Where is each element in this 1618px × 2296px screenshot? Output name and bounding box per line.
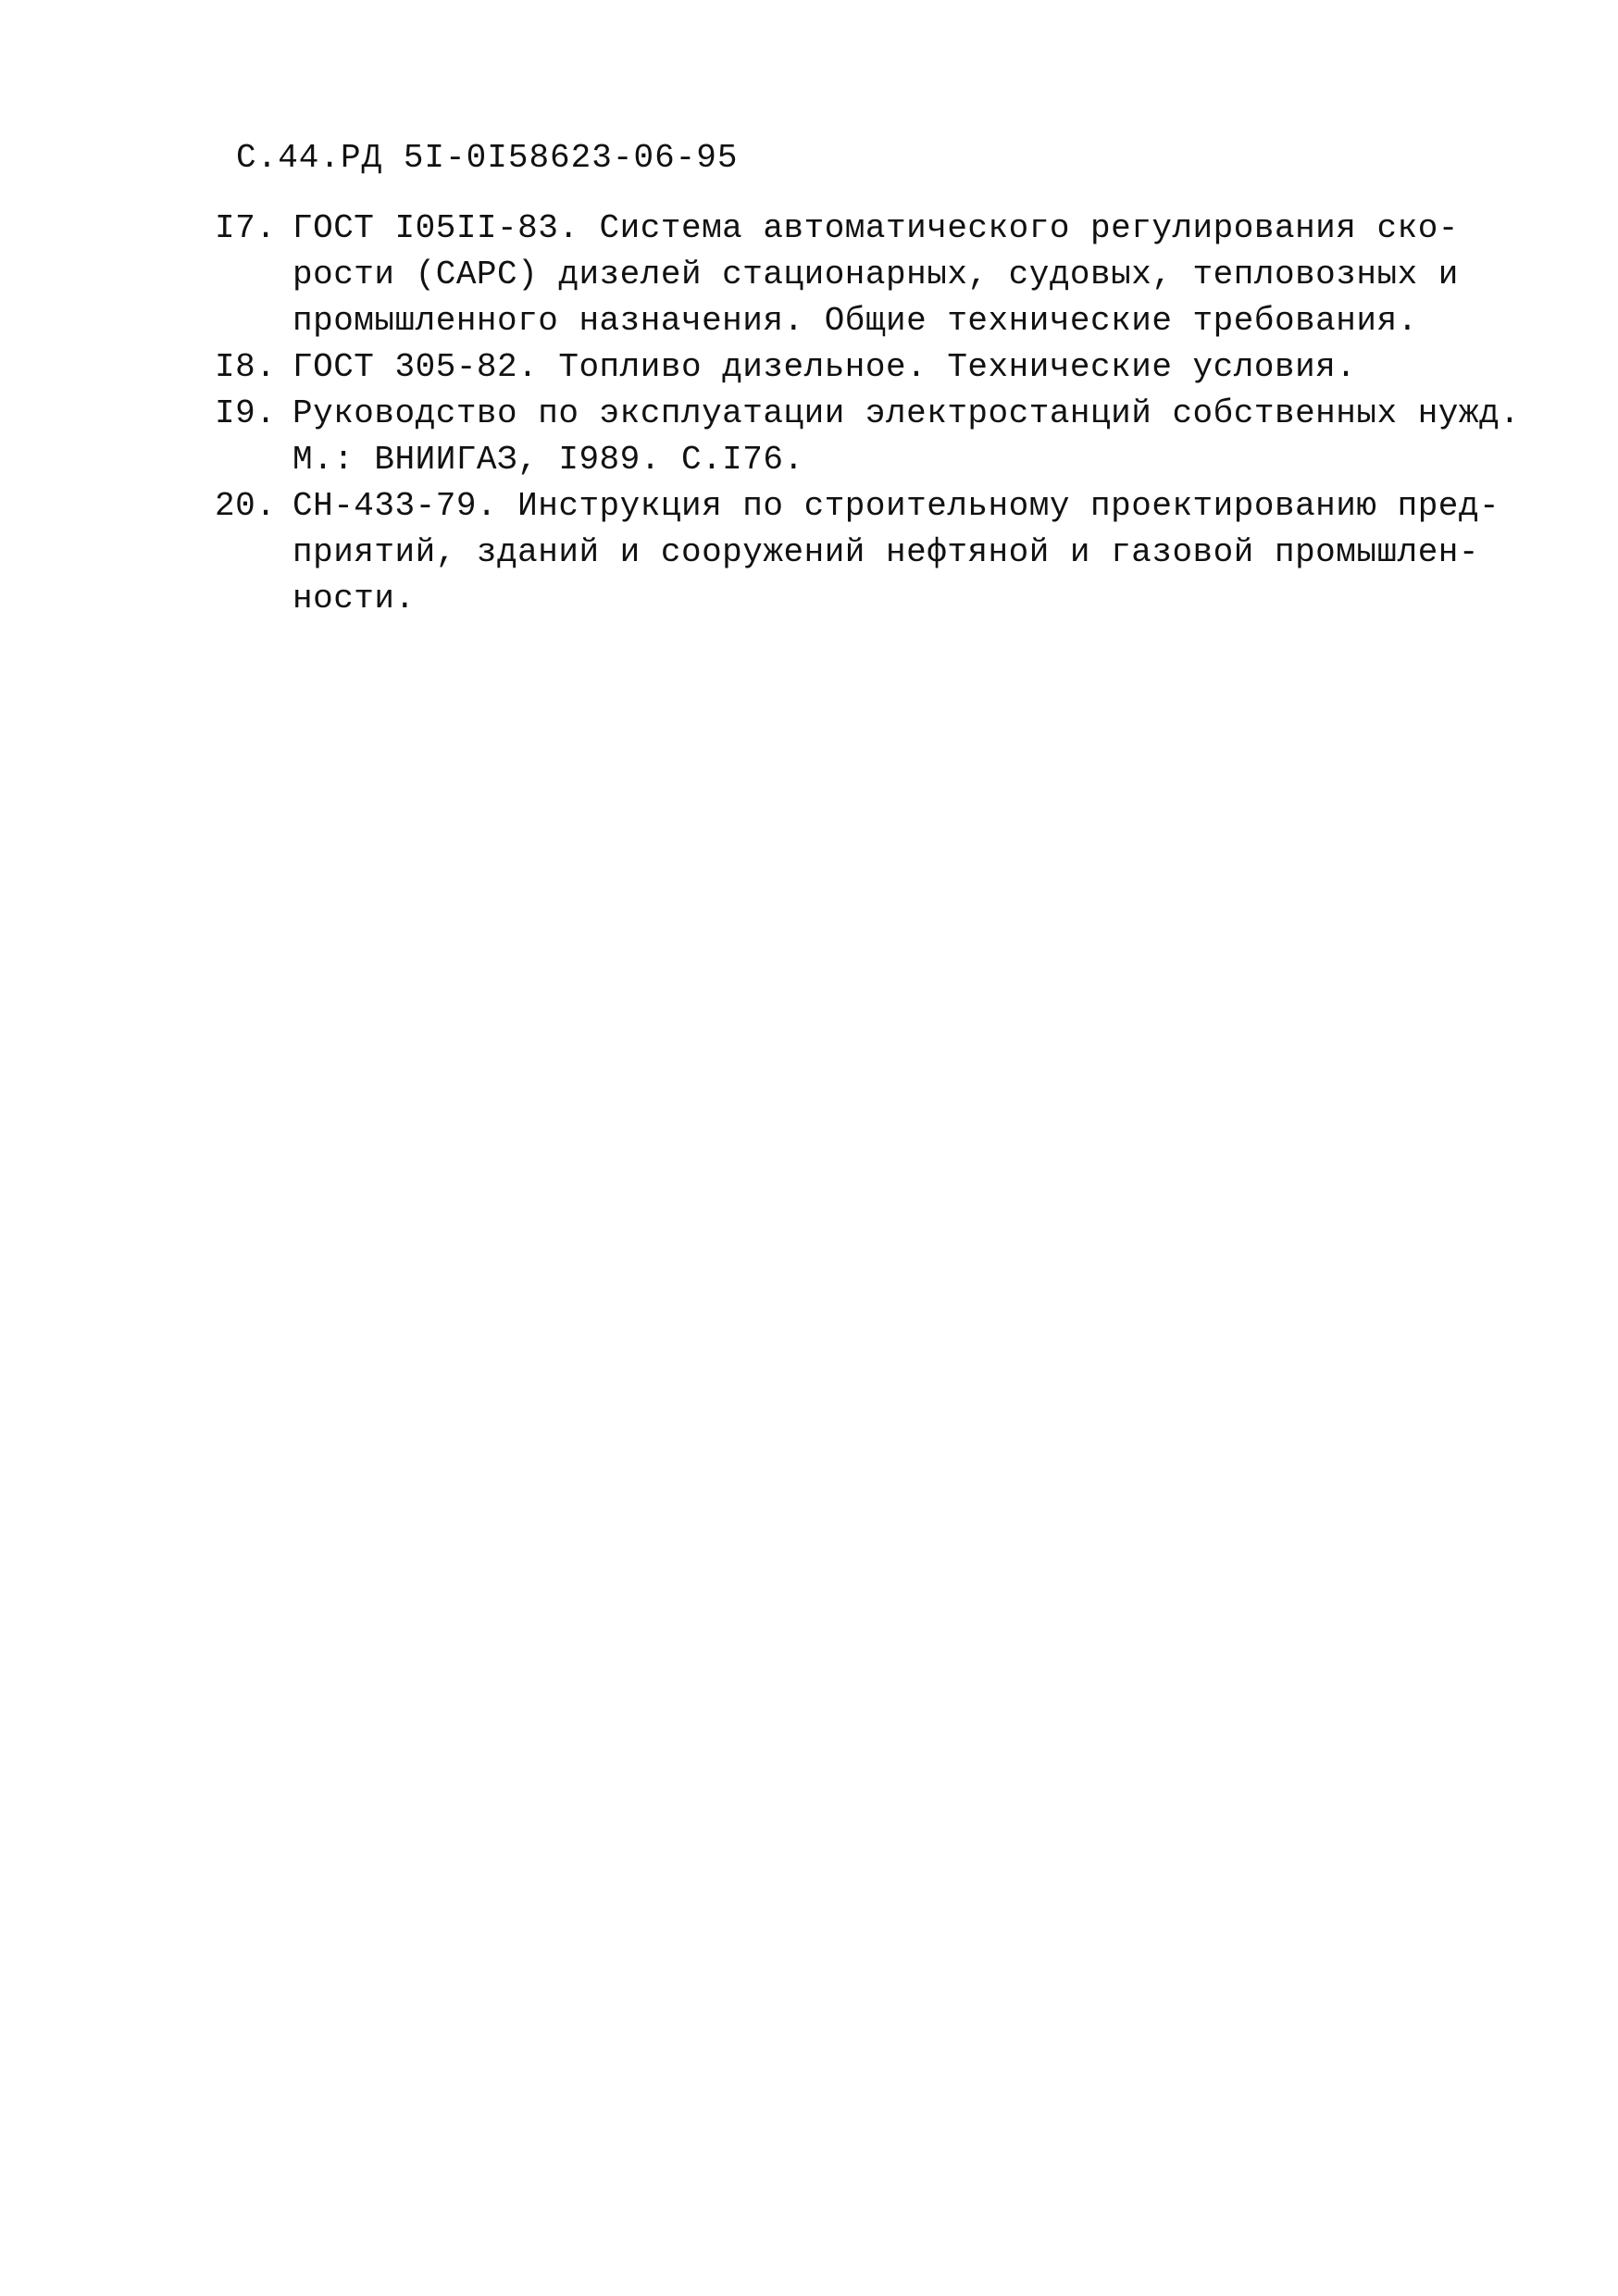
page-header: С.44.РД 5I-0I58623-06-95 — [236, 139, 739, 177]
reference-text — [292, 344, 1455, 391]
reference-line: ГОСТ 305-82. Топливо дизельное. Технические условия. — [292, 348, 1357, 386]
reference-line: Руководство по эксплуатации электростанций собственных нужд. — [292, 394, 1521, 432]
reference-text — [292, 206, 1459, 344]
reference-line: промышленного назначения. Общие технические требования. — [292, 302, 1418, 340]
reference-number: 20. — [215, 487, 277, 525]
reference-number: I9. — [215, 394, 277, 432]
reference-line: рости (САРС) дизелей стационарных, судовых, тепловозных и — [292, 256, 1459, 293]
reference-text — [292, 391, 1520, 483]
reference-item — [215, 391, 1521, 483]
reference-line: приятий, зданий и сооружений нефтяной и газовой промышлен- — [292, 533, 1480, 571]
reference-line: СН-433-79. Инструкция по строительному проектированию пред- — [292, 487, 1500, 525]
reference-item — [215, 344, 1455, 391]
reference-number: I8. — [215, 348, 277, 386]
reference-text — [292, 483, 1500, 622]
reference-line: ности. — [292, 580, 416, 618]
reference-item — [215, 206, 1459, 344]
reference-item — [215, 483, 1500, 622]
reference-line: ГОСТ I05II-83. Система автоматического регулирования ско- — [292, 209, 1459, 247]
reference-line: М.: ВНИИГАЗ, I989. С.I76. — [292, 441, 804, 479]
reference-number: I7. — [215, 209, 277, 247]
reference-list — [215, 206, 1521, 622]
